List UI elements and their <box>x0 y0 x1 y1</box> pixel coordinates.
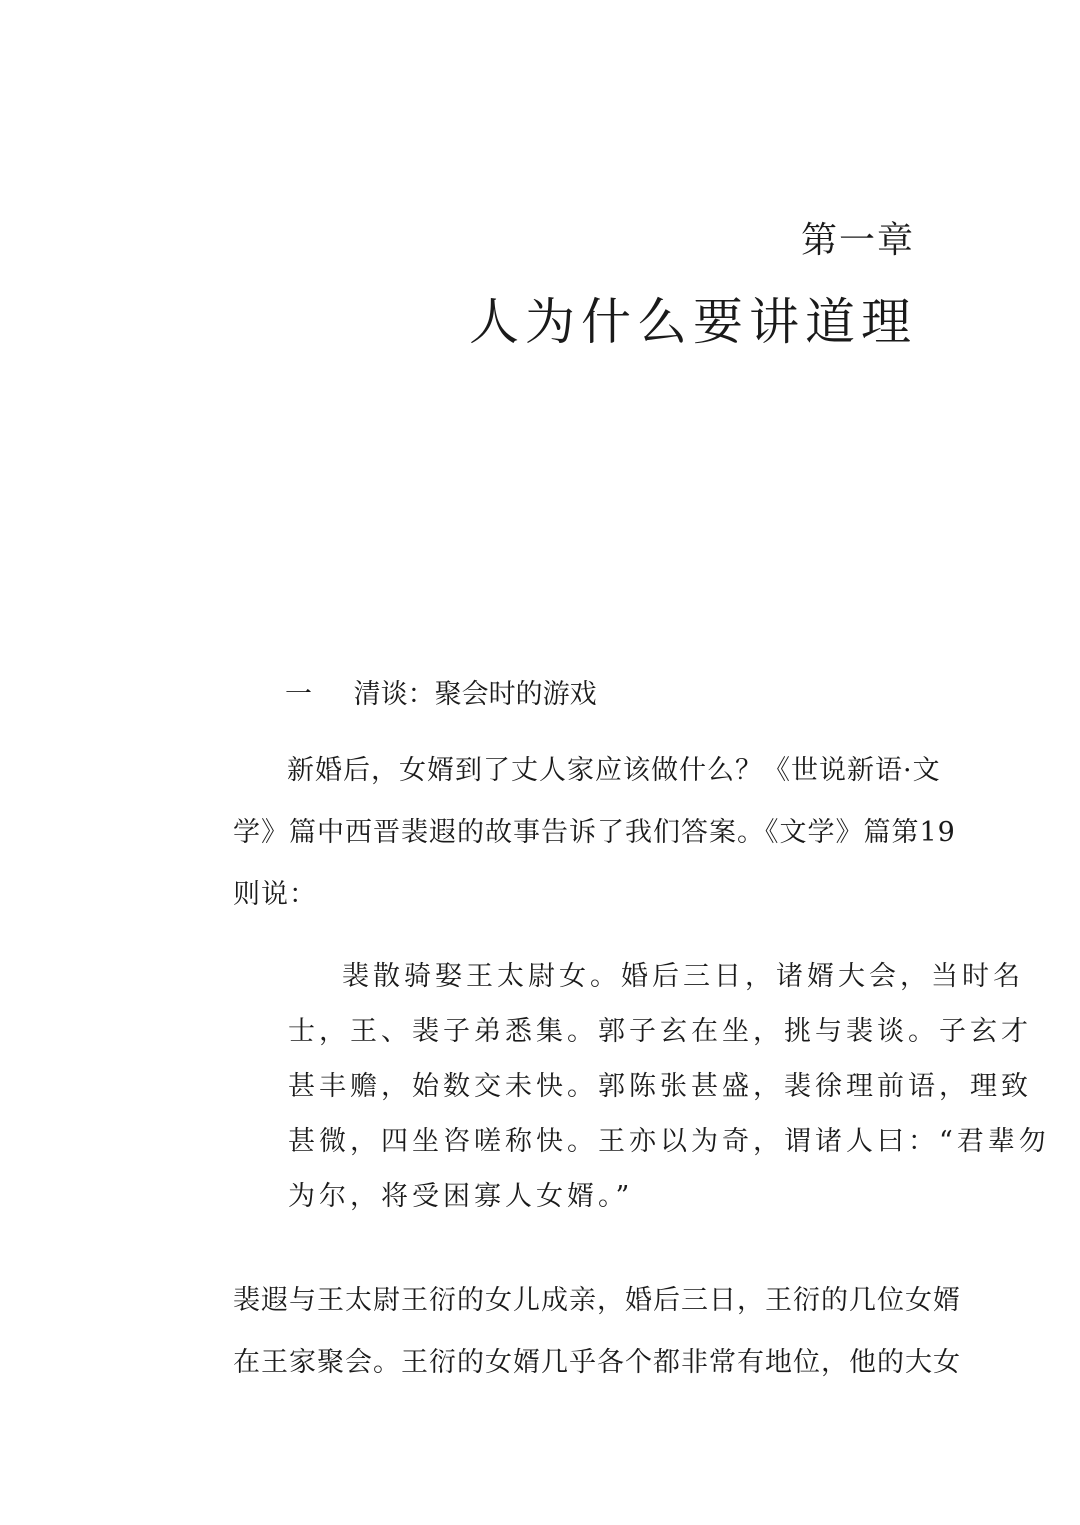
paragraph-line: 在王家聚会。王衍的女婿几乎各个都非常有地位，他的大女 <box>233 1347 961 1378</box>
section-number: 一 <box>285 679 312 710</box>
quote-line: 裴散骑娶王太尉女。婚后三日，诸婿大会，当时名 <box>342 961 1024 992</box>
paragraph-line: 裴遐与王太尉王衍的女儿成亲，婚后三日，王衍的几位女婿 <box>233 1285 961 1316</box>
chapter-number: 第一章 <box>800 220 915 261</box>
quote-line: 为尔，将受困寡人女婿。” <box>288 1181 634 1212</box>
quote-line: 甚丰赡，始数交未快。郭陈张甚盛，裴徐理前语，理致 <box>288 1071 1032 1102</box>
block-quote <box>288 949 1050 1224</box>
paragraph-line: 新婚后，女婿到了丈人家应该做什么？《世说新语·文 <box>287 755 941 786</box>
intro-paragraph <box>233 740 956 926</box>
chapter-title: 人为什么要讲道理 <box>469 293 917 351</box>
paragraph-line: 学》篇中西晋裴遐的故事告诉了我们答案。《文学》篇第19 <box>233 817 956 848</box>
body-paragraph <box>233 1270 961 1394</box>
quote-line: 士，王、裴子弟悉集。郭子玄在坐，挑与裴谈。子玄才 <box>288 1016 1032 1047</box>
section-title: 清谈：聚会时的游戏 <box>353 679 597 710</box>
quote-line: 甚微，四坐咨嗟称快。王亦以为奇，谓诸人曰：“君辈勿 <box>288 1126 1050 1157</box>
paragraph-line: 则说： <box>233 879 317 910</box>
section-heading <box>285 672 597 711</box>
